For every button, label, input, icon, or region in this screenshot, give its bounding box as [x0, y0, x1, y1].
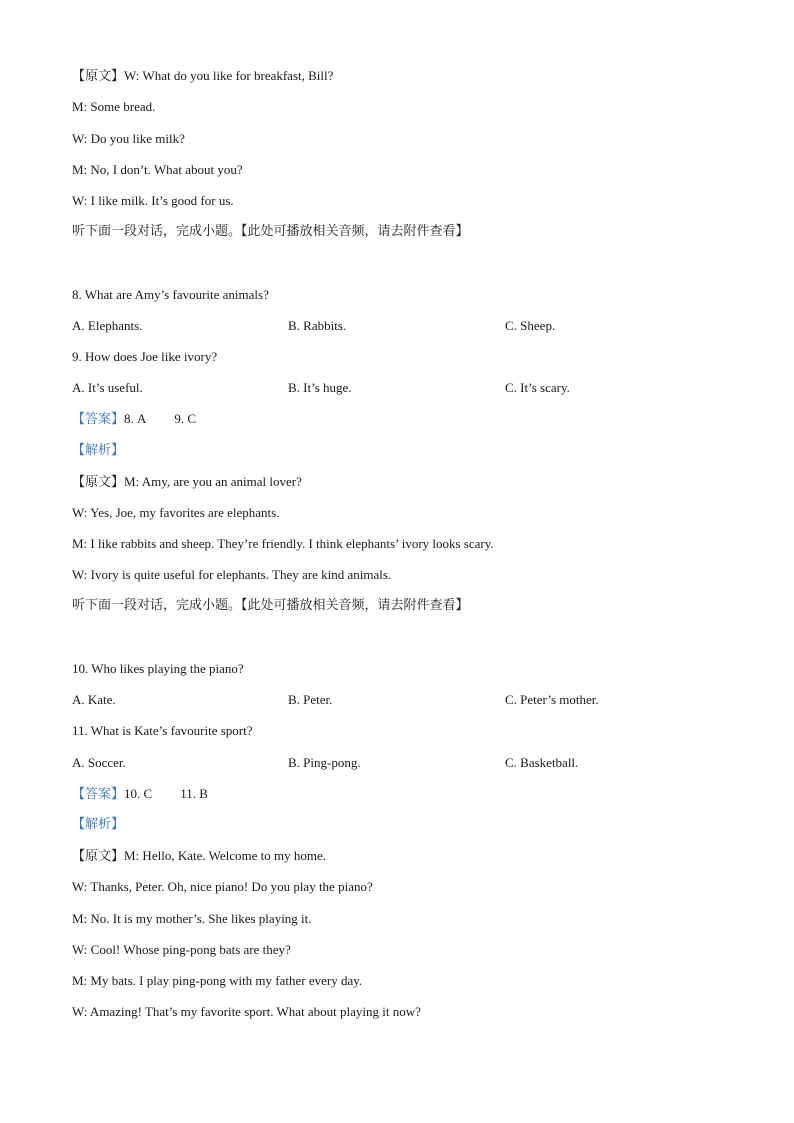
answer-tag: 【答案】 [72, 787, 125, 802]
original-text-tag: 【原文】 [72, 849, 125, 864]
option-8c: C. Sheep. [505, 318, 556, 333]
transcript-line: W: Yes, Joe, my favorites are elephants. [72, 505, 280, 520]
transcript-line [72, 848, 326, 865]
option-11b: B. Ping-pong. [288, 755, 361, 770]
transcript-line: M: Some bread. [72, 99, 156, 114]
transcript-line: W: Ivory is quite useful for elephants. They are kind animals. [72, 567, 392, 582]
option-11a: A. Soccer. [72, 755, 126, 770]
original-text-tag: 【原文】 [72, 69, 125, 84]
transcript-line: M: My bats. I play ping-pong with my father every day. [72, 973, 363, 988]
question-11: 11. What is Kate’s favourite sport? [72, 723, 253, 738]
transcript-line: M: No, I don’t. What about you? [72, 162, 243, 177]
option-10b: B. Peter. [288, 692, 333, 707]
listening-instruction: 听下面一段对话，完成小题。【此处可播放相关音频，请去附件查看】 [72, 224, 469, 239]
question-8: 8. What are Amy’s favourite animals? [72, 287, 269, 302]
answer-line [72, 786, 208, 803]
transcript-line: W: Amazing! That’s my favorite sport. What about playing it now? [72, 1004, 421, 1019]
transcript-line: W: Cool! Whose ping-pong bats are they? [72, 942, 291, 957]
listening-instruction: 听下面一段对话，完成小题。【此处可播放相关音频，请去附件查看】 [72, 598, 469, 613]
answer-10: 10. C [124, 786, 153, 801]
original-text-tag: 【原文】 [72, 475, 125, 490]
option-11c: C. Basketball. [505, 755, 579, 770]
transcript-line: W: I like milk. It’s good for us. [72, 193, 234, 208]
option-9a: A. It’s useful. [72, 380, 143, 395]
answer-8: 8. A [124, 411, 147, 426]
option-10a: A. Kate. [72, 692, 116, 707]
transcript-line [72, 68, 333, 85]
question-9: 9. How does Joe like ivory? [72, 349, 218, 364]
analysis-tag: 【解析】 [72, 443, 125, 458]
transcript-line [72, 474, 302, 491]
option-8a: A. Elephants. [72, 318, 143, 333]
transcript-line: M: No. It is my mother’s. She likes playing it. [72, 911, 312, 926]
option-9c: C. It’s scary. [505, 380, 570, 395]
question-10: 10. Who likes playing the piano? [72, 661, 244, 676]
answer-11: 11. B [180, 786, 208, 801]
option-9b: B. It’s huge. [288, 380, 352, 395]
option-8b: B. Rabbits. [288, 318, 347, 333]
transcript-text: M: Amy, are you an animal lover? [124, 474, 302, 489]
transcript-line: W: Thanks, Peter. Oh, nice piano! Do you play the piano? [72, 879, 373, 894]
analysis-tag: 【解析】 [72, 817, 125, 832]
transcript-text: M: Hello, Kate. Welcome to my home. [124, 848, 326, 863]
answer-9: 9. C [174, 411, 197, 426]
option-10c: C. Peter’s mother. [505, 692, 599, 707]
answer-tag: 【答案】 [72, 412, 125, 427]
transcript-line: M: I like rabbits and sheep. They’re friendly. I think elephants’ ivory looks scary. [72, 536, 494, 551]
answer-line [72, 411, 196, 428]
transcript-line: W: Do you like milk? [72, 131, 185, 146]
transcript-text: W: What do you like for breakfast, Bill? [124, 68, 334, 83]
